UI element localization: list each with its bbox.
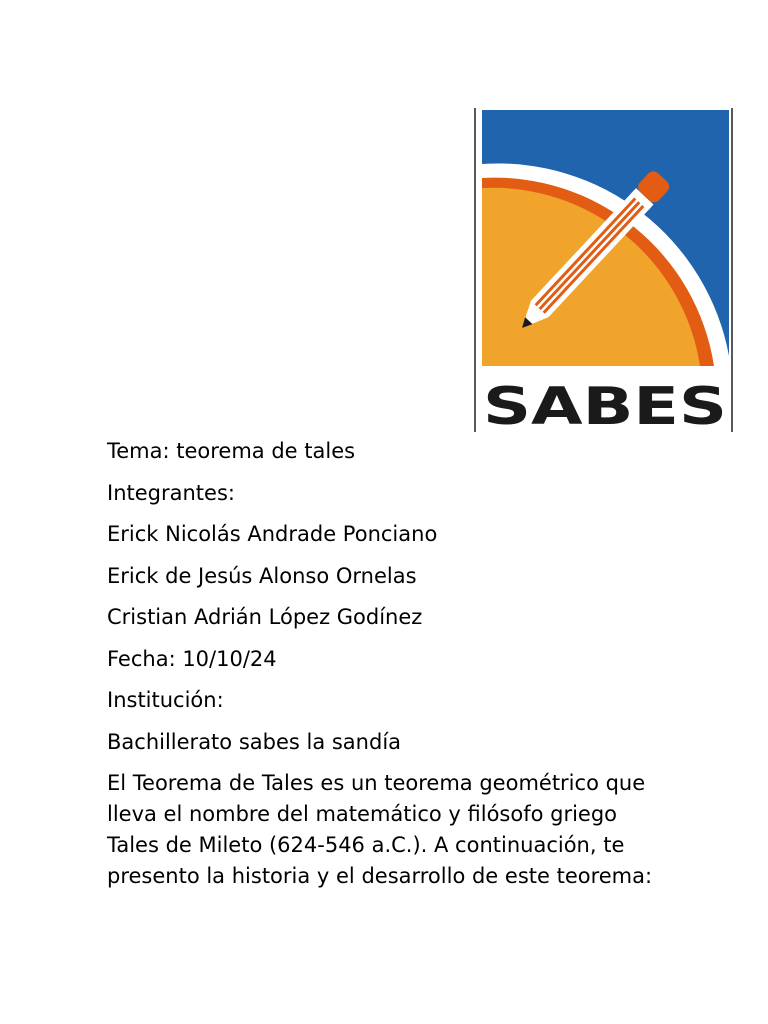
date-line: Fecha: 10/10/24 bbox=[107, 646, 277, 671]
institution-name: Bachillerato sabes la sandía bbox=[107, 729, 402, 754]
members-label: Integrantes: bbox=[107, 480, 235, 505]
institution-label: Institución: bbox=[107, 688, 224, 712]
member-name: Erick Nicolás Andrade Ponciano bbox=[107, 522, 438, 546]
intro-paragraph: El Teorema de Tales es un teorema geométrico que lleva el nombre del matemático y filósofo griego Tales de Mileto (624-546 a.C.). A continuación, te presento la historia y el desarrollo de este teorema: bbox=[107, 771, 653, 888]
cover-content bbox=[107, 436, 667, 892]
logo-wordmark: SABES bbox=[483, 377, 727, 434]
member-name: Erick de Jesús Alonso Ornelas bbox=[107, 563, 417, 588]
sabes-logo bbox=[474, 106, 734, 434]
topic-line: Tema: teorema de tales bbox=[107, 439, 356, 463]
member-name: Cristian Adrián López Godínez bbox=[107, 605, 423, 629]
